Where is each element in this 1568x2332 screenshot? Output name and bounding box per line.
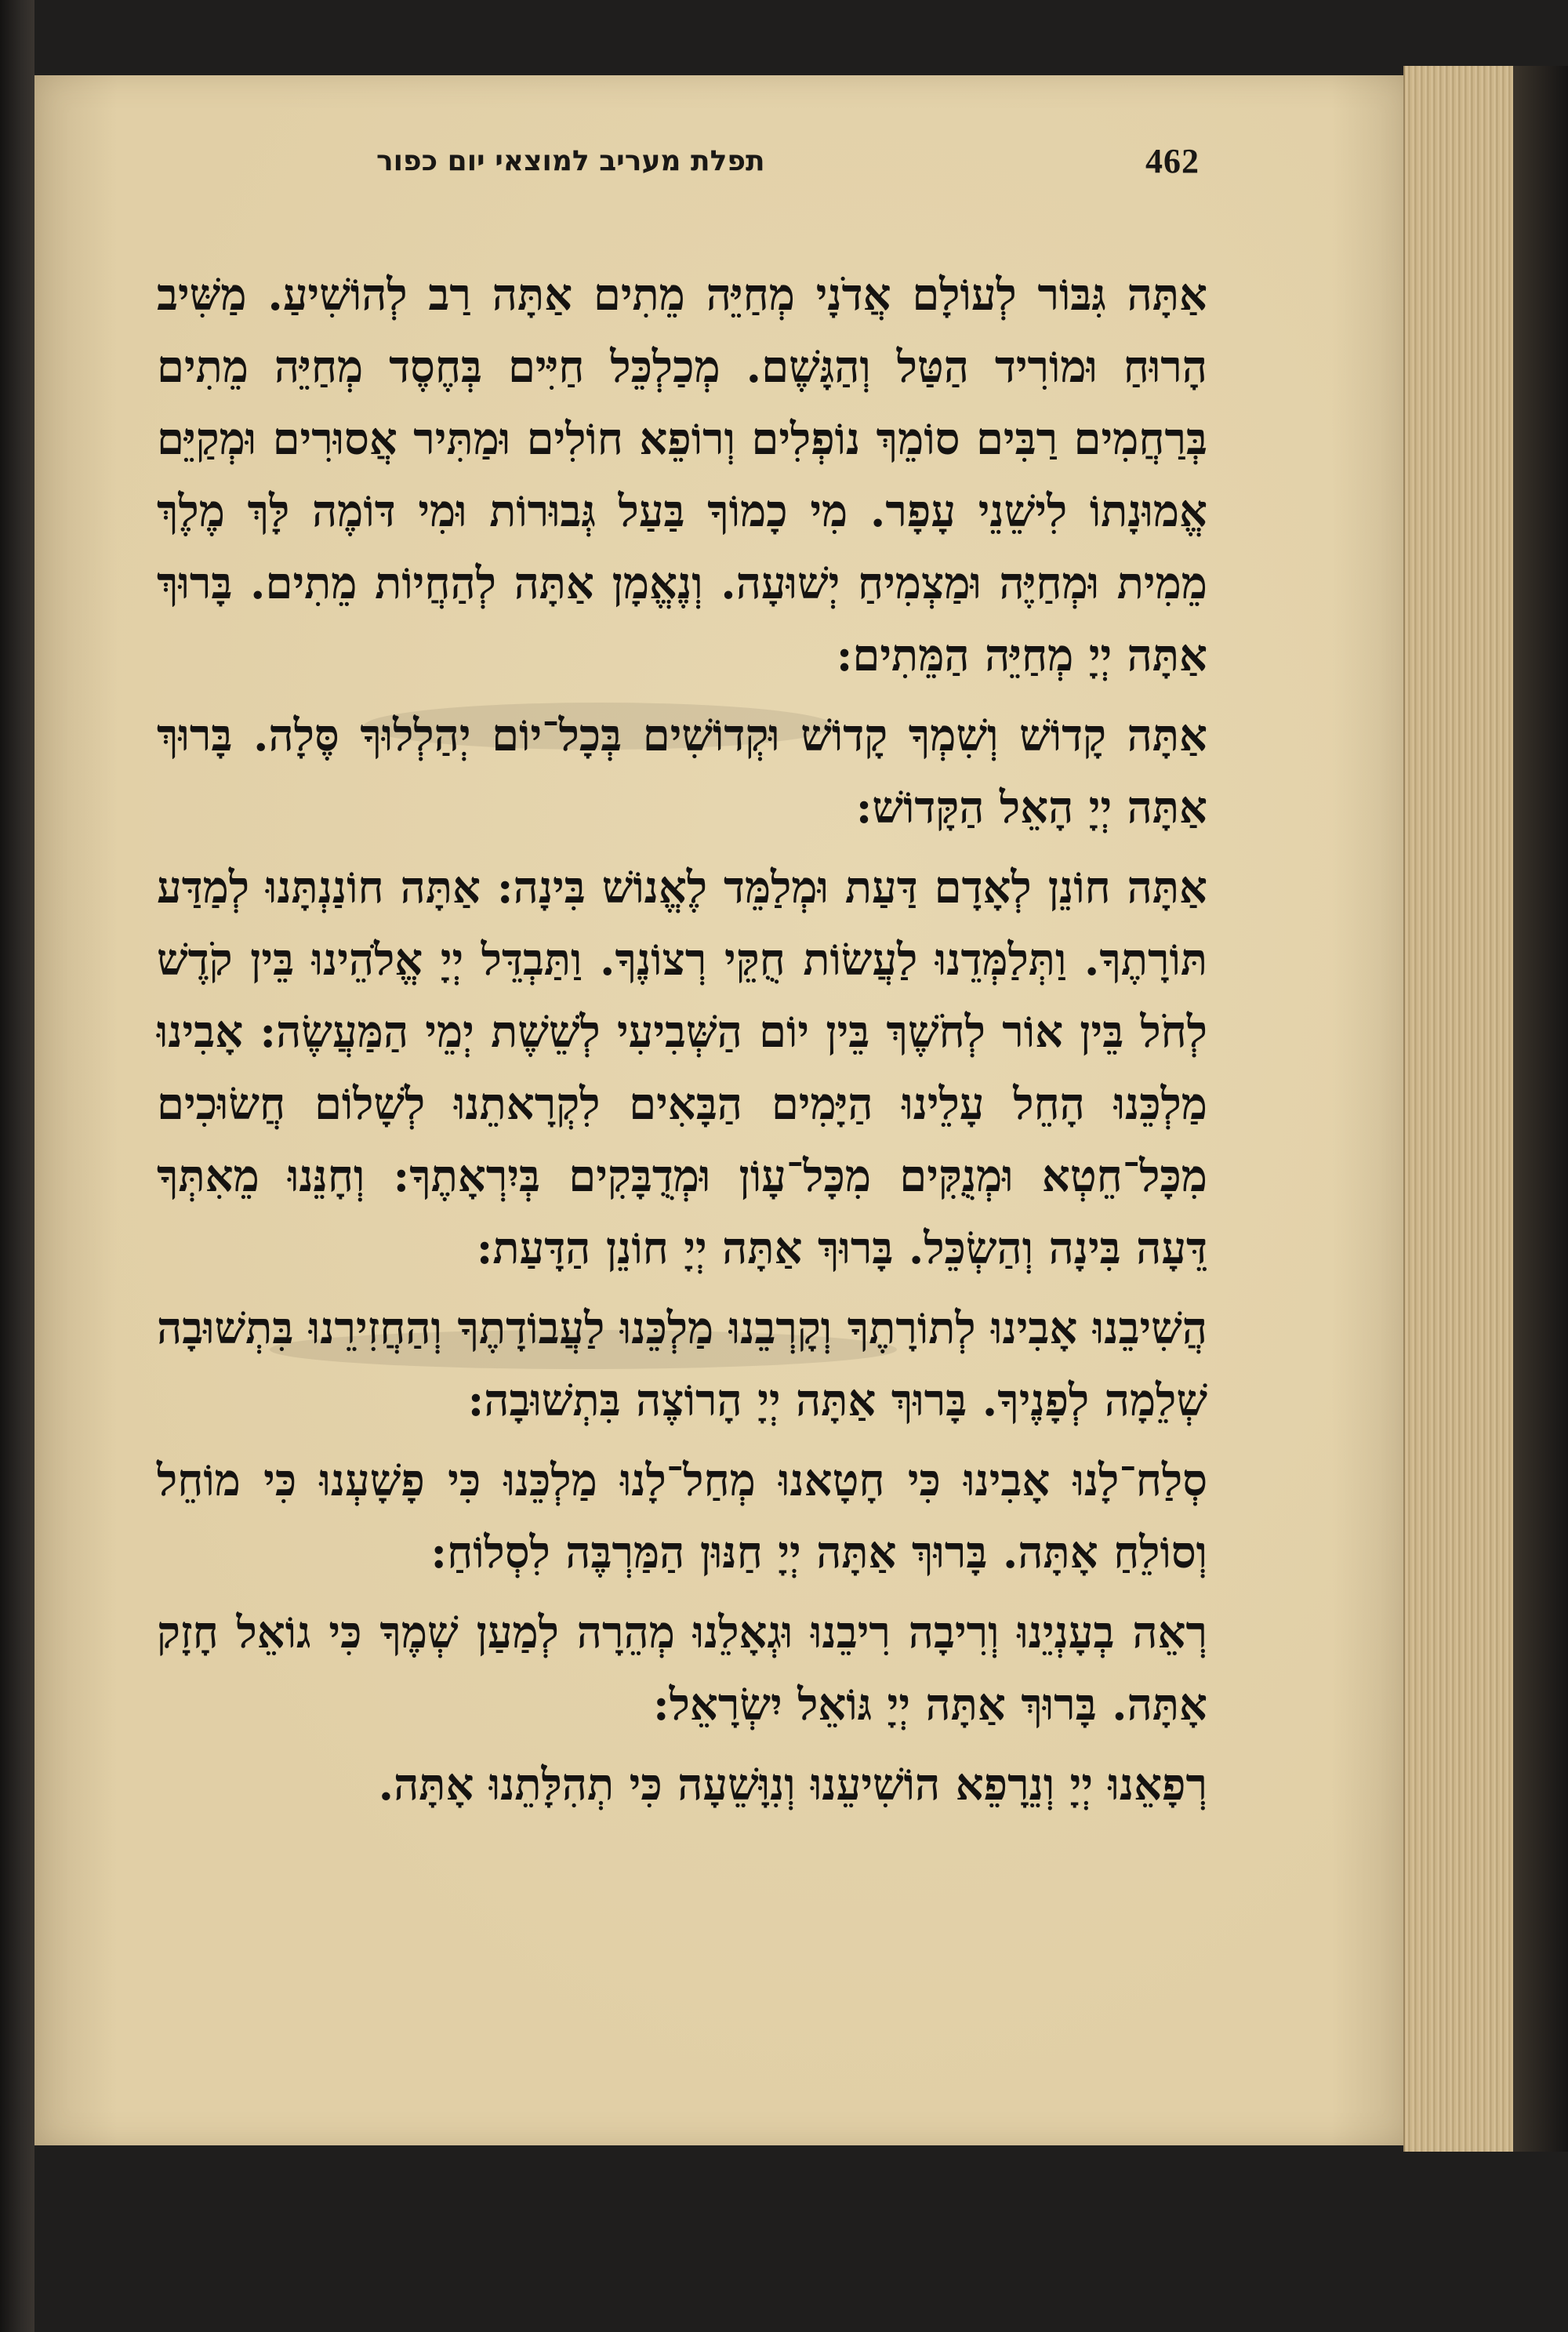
paragraph-kedushat-hashem: אַתָּה קָדוֹשׁ וְשִׁמְךָ קָדוֹשׁ וּקְדוֹשִׁים בְּכָל־יוֹם יְהַלְלוּךָ סֶּלָה. בָּרוּךְ אַתָּה יְיָ הָאֵל הַקָּדוֹשׁ: <box>157 710 1207 834</box>
paragraph-geulah: רְאֵה בְעָנְיֵנוּ וְרִיבָה רִיבֵנוּ וּגְאָלֵנוּ מְהֵרָה לְמַעַן שְׁמֶךָ כִּי גוֹאֵל חָזָק אָתָּה. בָּרוּךְ אַתָּה יְיָ גּוֹאֵל יִשְׂרָאֵל: <box>157 1607 1207 1731</box>
paragraph-teshuvah: הֲשִׁיבֵנוּ אָבִינוּ לְתוֹרָתֶךָ וְקָרְבֵנוּ מַלְכֵּנוּ לַעֲבוֹדָתֶךָ וְהַחֲזִירֵנוּ בִּתְשׁוּבָה שְׁלֵמָה לְפָנֶיךָ. בָּרוּךְ אַתָּה יְיָ הָרוֹצֶה בִּתְשׁוּבָה: <box>157 1302 1207 1426</box>
running-title: תפלת מעריב למוצאי יום כפור <box>376 144 765 177</box>
paragraph-gevurot: אַתָּה גִּבּוֹר לְעוֹלָם אֲדֹנָי מְחַיֵּה מֵתִים אַתָּה רַב לְהוֹשִׁיעַ. מַשִּׁיב הָרוּחַ וּמוֹרִיד הַטַּל וְהַגָּשֶׁם. מְכַלְכֵּל חַיִּים בְּחֶסֶד מְחַיֵּה מֵתִים בְּרַחֲמִים רַבִּים סוֹמֵךְ נוֹפְלִים וְרוֹפֵא חוֹלִים וּמַתִּיר אֲסוּרִים וּמְקַיֵּם אֱמוּנָתוֹ לִישֵׁנֵי עָפָר. מִי כָמוֹךָ בַּעַל גְּבוּרוֹת וּמִי דּוֹמֶה לָּךְ מֶלֶךְ מֵמִית וּמְחַיֶּה וּמַצְמִיחַ יְשׁוּעָה. וְנֶאֱמָן אַתָּה לְהַחֲיוֹת מֵתִים. בָּרוּךְ אַתָּה יְיָ מְחַיֵּה הַמֵּתִים: <box>157 269 1207 681</box>
paragraph-daat: אַתָּה חוֹנֵן לְאָדָם דַּעַת וּמְלַמֵּד לֶאֱנוֹשׁ בִּינָה: אַתָּה חוֹנַנְתָּנוּ לְמַדַּע תּוֹרָתֶךָ. וַתְּלַמְּדֵנוּ לַעֲשׂוֹת חֻקֵּי רְצוֹנֶךָ. וַתַּבְדֵּל יְיָ אֱלֹהֵינוּ בֵּין קֹדֶשׁ לְחֹל בֵּין אוֹר לְחֹשֶׁךְ בֵּין יוֹם הַשְּׁבִיעִי לְשֵׁשֶׁת יְמֵי הַמַּעֲשֶׂה: אָבִינוּ מַלְכֵּנוּ הָחֵל עָלֵינוּ הַיָּמִים הַבָּאִים לִקְרָאתֵנוּ לְשָׁלוֹם חֲשׂוּכִים מִכָּל־חֵטְא וּמְנֻקִּים מִכָּל־עָוֹן וּמְדֻבָּקִים בְּיִרְאָתֶךָ: וְחָנֵּנוּ מֵאִתְּךָ דֵּעָה בִּינָה וְהַשְׂכֵּל. בָּרוּךְ אַתָּה יְיָ חוֹנֵן הַדָּעַת: <box>157 862 1207 1274</box>
page-number: 462 <box>1145 141 1200 180</box>
page-header <box>165 125 1200 196</box>
paragraph-selichah: סְלַח־לָנוּ אָבִינוּ כִּי חָטָאנוּ מְחַל־לָנוּ מַלְכֵּנוּ כִּי פָשָׁעְנוּ כִּי מוֹחֵל וְסוֹלֵחַ אָתָּה. בָּרוּךְ אַתָּה יְיָ חַנּוּן הַמַּרְבֶּה לִסְלוֹחַ: <box>157 1455 1207 1578</box>
page-block-edges <box>1403 66 1515 2152</box>
page-block-shadow <box>1513 66 1568 2152</box>
book-binding <box>0 0 34 2332</box>
paragraph-refuah: רְפָאֵנוּ יְיָ וְנֵרָפֵא הוֹשִׁיעֵנוּ וְנִוָּשֵׁעָה כִּי תְהִלָּתֵנוּ אָתָּה. <box>378 1759 1207 1811</box>
prayer-text <box>157 259 1207 1829</box>
